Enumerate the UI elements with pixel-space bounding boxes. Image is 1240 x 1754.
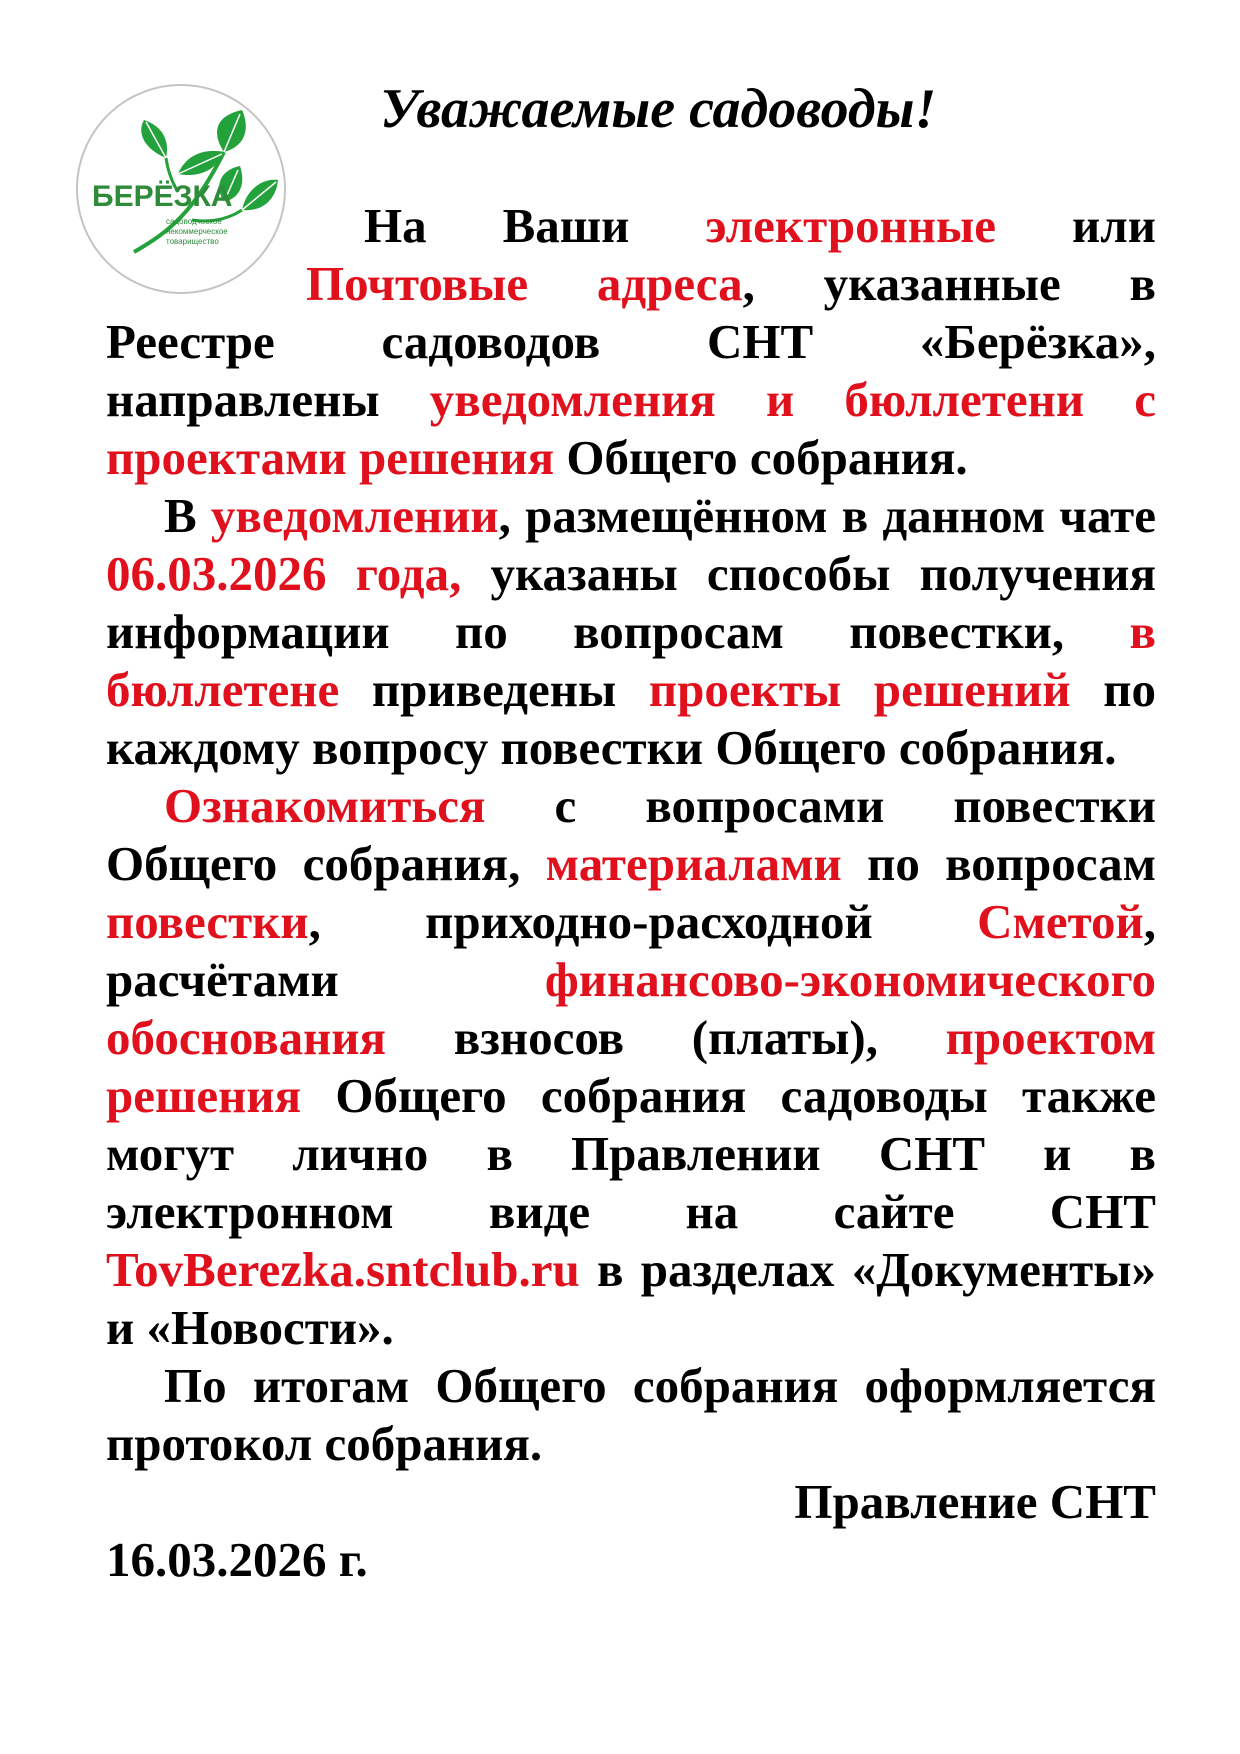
highlight-estimate: Сметой <box>977 894 1144 949</box>
page-title: Уважаемые садоводы! <box>380 78 937 140</box>
paragraph-2: В уведомлении, размещённом в данном чате 06.03.2026 года, указаны способы получения информации по вопросам повестки, в бюллетене приведены проекты решений по каждому вопросу повестки Общего собрания. <box>106 488 1157 775</box>
logo-title: БЕРЁЗКА <box>92 180 233 213</box>
logo-subtitle-1: садоводческое <box>166 217 222 226</box>
highlight-notice: уведомлении <box>210 488 499 543</box>
highlight-agenda: повестки <box>106 894 309 949</box>
highlight-electronic: электронные <box>705 198 997 253</box>
highlight-postal: Почтовые адреса <box>306 256 743 311</box>
paragraph-3: Ознакомиться с вопросами повестки Общего собрания, материалами по вопросам повестки, приходно-расходной Сметой, расчётами финансово-экономического обоснования взносов (платы), проектом решения Общего собрания садоводы также могут лично в Правлении СНТ и в электронном виде на сайте СНТ TovBerezka.sntclub.ru в разделах «Документы» и «Новости». <box>106 778 1156 1355</box>
paragraph-1-line-1: На Ваши электронные или <box>364 198 1156 253</box>
highlight-justification: финансово-экономического обоснования <box>106 952 1156 1065</box>
signature: Правление СНТ <box>794 1474 1156 1529</box>
highlight-review: Ознакомиться <box>164 778 486 833</box>
paragraph-1: Почтовые адреса, указанные в Реестре садоводов СНТ «Берёзка», направлены уведомления и бюллетени с проектами решения Общего собрания. <box>106 256 1156 485</box>
logo-subtitle-3: товарищество <box>166 237 219 246</box>
highlight-materials: материалами <box>545 836 842 891</box>
highlight-drafts: проекты решений <box>648 662 1071 717</box>
highlight-ballot: в бюллетене <box>106 604 1156 717</box>
notice-body <box>106 197 1156 1589</box>
highlight-draft-decision: проектом решения <box>106 1010 1156 1123</box>
highlight-notices: уведомления и бюллетени с проектами решения <box>106 372 1156 485</box>
document-date: 16.03.2026 г. <box>106 1532 368 1587</box>
site-link[interactable]: TovBerezka.sntclub.ru <box>106 1242 580 1297</box>
paragraph-4: По итогам Общего собрания оформляется протокол собрания. <box>106 1358 1156 1471</box>
logo-subtitle-2: некоммерческое <box>166 227 228 236</box>
highlight-date: 06.03.2026 года, <box>106 546 462 601</box>
